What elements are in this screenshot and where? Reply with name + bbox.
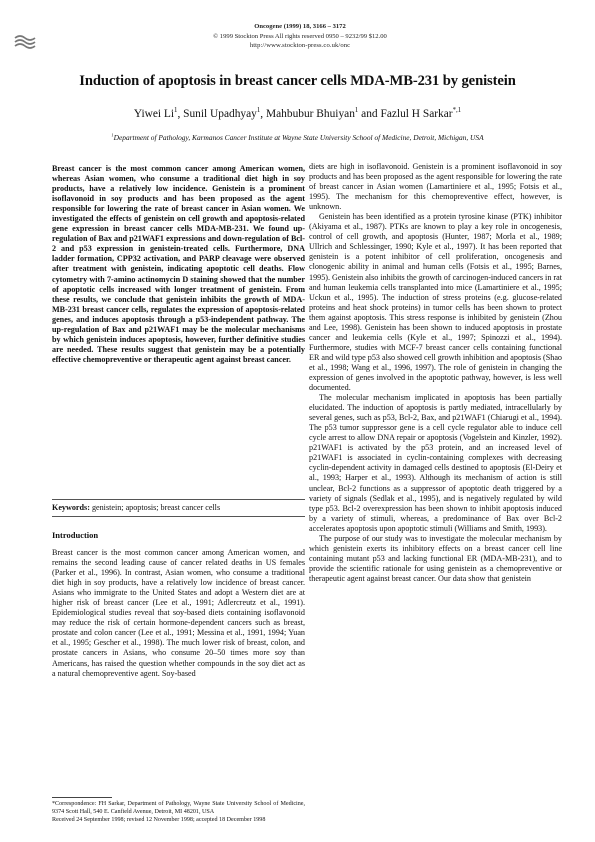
- body-paragraph: The purpose of our study was to investigate the molecular mechanism by which genistein exerts its inhibitory effects on a breast cancer cell line containing mutant p53 and lacking functional ER (MDA-MB-231), and to provide the scientific rationale for using genistein as a chemopreventive or therapeutic agent against breast cancer. Our data show that genistein: [309, 533, 562, 583]
- affiliation-text: Department of Pathology, Karmanos Cancer Institute at Wayne State University School of Medicine, Detroit, Michigan, USA: [113, 133, 484, 142]
- author-separator: ,: [177, 108, 184, 120]
- author-separator: ,: [260, 108, 266, 120]
- body-paragraph: Genistein has been identified as a protein tyrosine kinase (PTK) inhibitor (Akiyama et al., 1987). PTKs are known to play a key role in oncogenesis, control of cell growth, and apoptosis (Hunter, 1987; Morla et al., 1989; Ullrich and Schlessinger, 1990; Kyle et al., 1997). It has been reported that genistein is a potent inhibitor of cell proliferation, oncogenesis and clonogenic ability in animal and human cells (Fotsis et al., 1995; Barnes, 1995). Genistein also inhibits the growth of carcinogen-induced cancers in rat and human leukemia cells transplanted into mice (Lamartiniere et al., 1995; Uckun et al., 1995). The induction of stress proteins (e.g. glucose-related proteins and heat shock proteins) in tumor cells has been shown to protect them against apoptosis. This stress response is inhibited by genistein (Zhou and Lee, 1998). Genistein has been shown to induced apoptosis in prostate cancer and leukemia cells (Kyle et al., 1997; Spinozzi et al., 1994). Furthermore, studies with MCF-7 breast cancer cells containing functional ER and wild type p53 also showed cell growth inhibition and apoptosis (Shao et al., 1998; Wang et al., 1996, 1997). The role of genistein in changing the expression of genes involved in the apoptotic pathway, however, is less well documented.: [309, 212, 562, 393]
- author-affil-mark: 1: [256, 107, 261, 115]
- introduction-body: [52, 548, 305, 679]
- author-affil-mark: 1: [174, 107, 178, 115]
- introduction-heading: [52, 530, 305, 540]
- author-name: Mahbubur Bhuiyan: [266, 108, 355, 120]
- author-affil-mark: *,1: [452, 107, 462, 115]
- keywords: [52, 503, 305, 513]
- footnote-rule: [52, 797, 112, 798]
- author-list: [20, 107, 575, 121]
- journal-citation: Oncogene (1999) 18, 3166 – 3172: [254, 23, 346, 30]
- author-separator: and: [358, 108, 381, 120]
- keywords-bottom-rule: [52, 516, 305, 517]
- body-paragraph: diets are high in isoflavonoid. Genistein is a prominent isoflavonoid in soy products and has been proposed as the agent responsible for lowering the rate of breast cancer in Asian women (Lamartiniere et al., 1995; Fotsis et al., 1995). The mechanism for this chemopreventive effect, however, is unknown.: [309, 162, 562, 212]
- article-title: Induction of apoptosis in breast cancer cells MDA-MB-231 by genistein: [79, 73, 516, 89]
- journal-url[interactable]: http://www.stockton-press.co.uk/onc: [249, 42, 351, 50]
- footnote: [52, 800, 305, 824]
- correspondence-note: *Correspondence: FH Sarkar, Department of Pathology, Wayne State University School of Medicine, 9374 Scott Hall, 540 E. Canfield Avenue, Detroit, MI 48201, USA: [52, 801, 305, 816]
- keywords-label: Keywords:: [52, 503, 90, 512]
- keywords-text: genistein; apoptosis; breast cancer cells: [89, 503, 221, 512]
- abstract: [52, 164, 305, 365]
- author-name: Yiwei Li: [133, 108, 175, 120]
- affiliation: [20, 133, 575, 143]
- author-affil-mark: 1: [354, 107, 359, 115]
- stockton-press-logo-icon: [14, 34, 36, 50]
- body-paragraph: The molecular mechanism implicated in apoptosis has been partially elucidated. The induction of apoptosis is partly mediated, intracellularly by several genes, such as p53, Bcl-2, Bax, and p21WAF1 (Chiarugi et al., 1994). The p53 tumor suppressor gene is a cell cycle regulator able to induce cell cycle arrest to allow DNA repair or apoptosis (Vogelstein and Kinzler, 1992). p21WAF1 is activated by the p53 protein, and an increased level of p21WAF1 is associated in cyclin-containing complexes with decreasing cyclin-dependent activity in damaged cells destined to apoptosis (El-Deiry et al., 1993; Harper et al., 1993). Although its mechanism of action is still unclear, Bcl-2 functions as a suppressor of apoptotic death triggered by a variety of signals (Sedlak et al., 1995), and is negatively regulated by wild type p53. Bcl-2 overexpression has been shown to inhibit apoptosis induced by a variety of stimuli, whereas, a predominance of Bax over Bcl-2 accelerates apoptosis upon apoptotic stimuli (Williams and Smith, 1993).: [309, 393, 562, 533]
- affiliation-mark: 1: [111, 132, 114, 138]
- keywords-top-rule: [52, 499, 305, 500]
- abstract-text: Breast cancer is the most common cancer among American women, whereas Asian women, who consume a traditional diet high in soy products, have a relatively low incidence. Genistein is a prominent isoflavonoid in soy products and has been proposed as the agent responsible for lowering the rate of breast cancer in Asian women. We investigated the effects of genistein on cell growth and apoptosis-related gene expression in breast cancer cells MDA-MB-231. We found up-regulation of Bax and p21WAF1 expressions and down-regulation of Bcl-2 and p53 expression in genistein-treated cells. Furthermore, DNA ladder formation, CPP32 activation, and PARP cleavage were observed after treatment with genistein, indicating apoptotic cell deaths. Flow cytometry with 7-amino actinomycin D staining showed that the number of apoptotic cells increased with longer treatment of genistein. From these results, we conclude that genistein inhibits the growth of MDA-MB-231 breast cancer cells, regulates the expression of apoptosis-related genes, and induces apoptosis through a p53-independent pathway. The up-regulation of Bax and p21WAF1 may be the molecular mechanisms by which genistein induces apoptosis, however, further definitive studies are needed. These results suggest that genistein may be a potentially effective chemopreventive or therapeutic agent against breast cancer.: [52, 164, 305, 364]
- author-name: Fazlul H Sarkar: [380, 108, 453, 120]
- copyright-line: © 1999 Stockton Press All rights reserved 0950 – 9232/99 $12.00: [213, 32, 387, 40]
- intro-paragraph: Breast cancer is the most common cancer among American women, and remains the second leading cause of cancer related deaths in US females (Parker et al., 1996). In contrast, Asian women, who consume a traditional diet high in soy products, have a relatively low incidence of breast cancer. Asians who immigrate to the United States and adopt a Western diet are at higher risk of breast cancer (Lee et al., 1991; Adlercreutz et al., 1991). Epidemiological studies reveal that soy-based diets containing isoflavonoid may reduce the risk of certain hormone-dependent cancers such as breast, prostate and colon cancer (Lee et al., 1991; Messina et al., 1991, 1994; Yuan et al., 1995; Gescher et al., 1998). The much lower risk of breast, colon, and prostate cancers in Asians, who consume 20–50 times more soy than Americans, has raised the question whether compounds in the soy diet act as a natural chemopreventive agent. Soy-based: [52, 548, 305, 678]
- section-heading: Introduction: [52, 530, 99, 540]
- journal-header: [150, 22, 450, 51]
- author-name: Sunil Upadhyay: [183, 108, 257, 120]
- right-column-body: [309, 162, 562, 584]
- received-dates: Received 24 September 1998; revised 12 November 1998; accepted 18 December 1998: [52, 817, 266, 824]
